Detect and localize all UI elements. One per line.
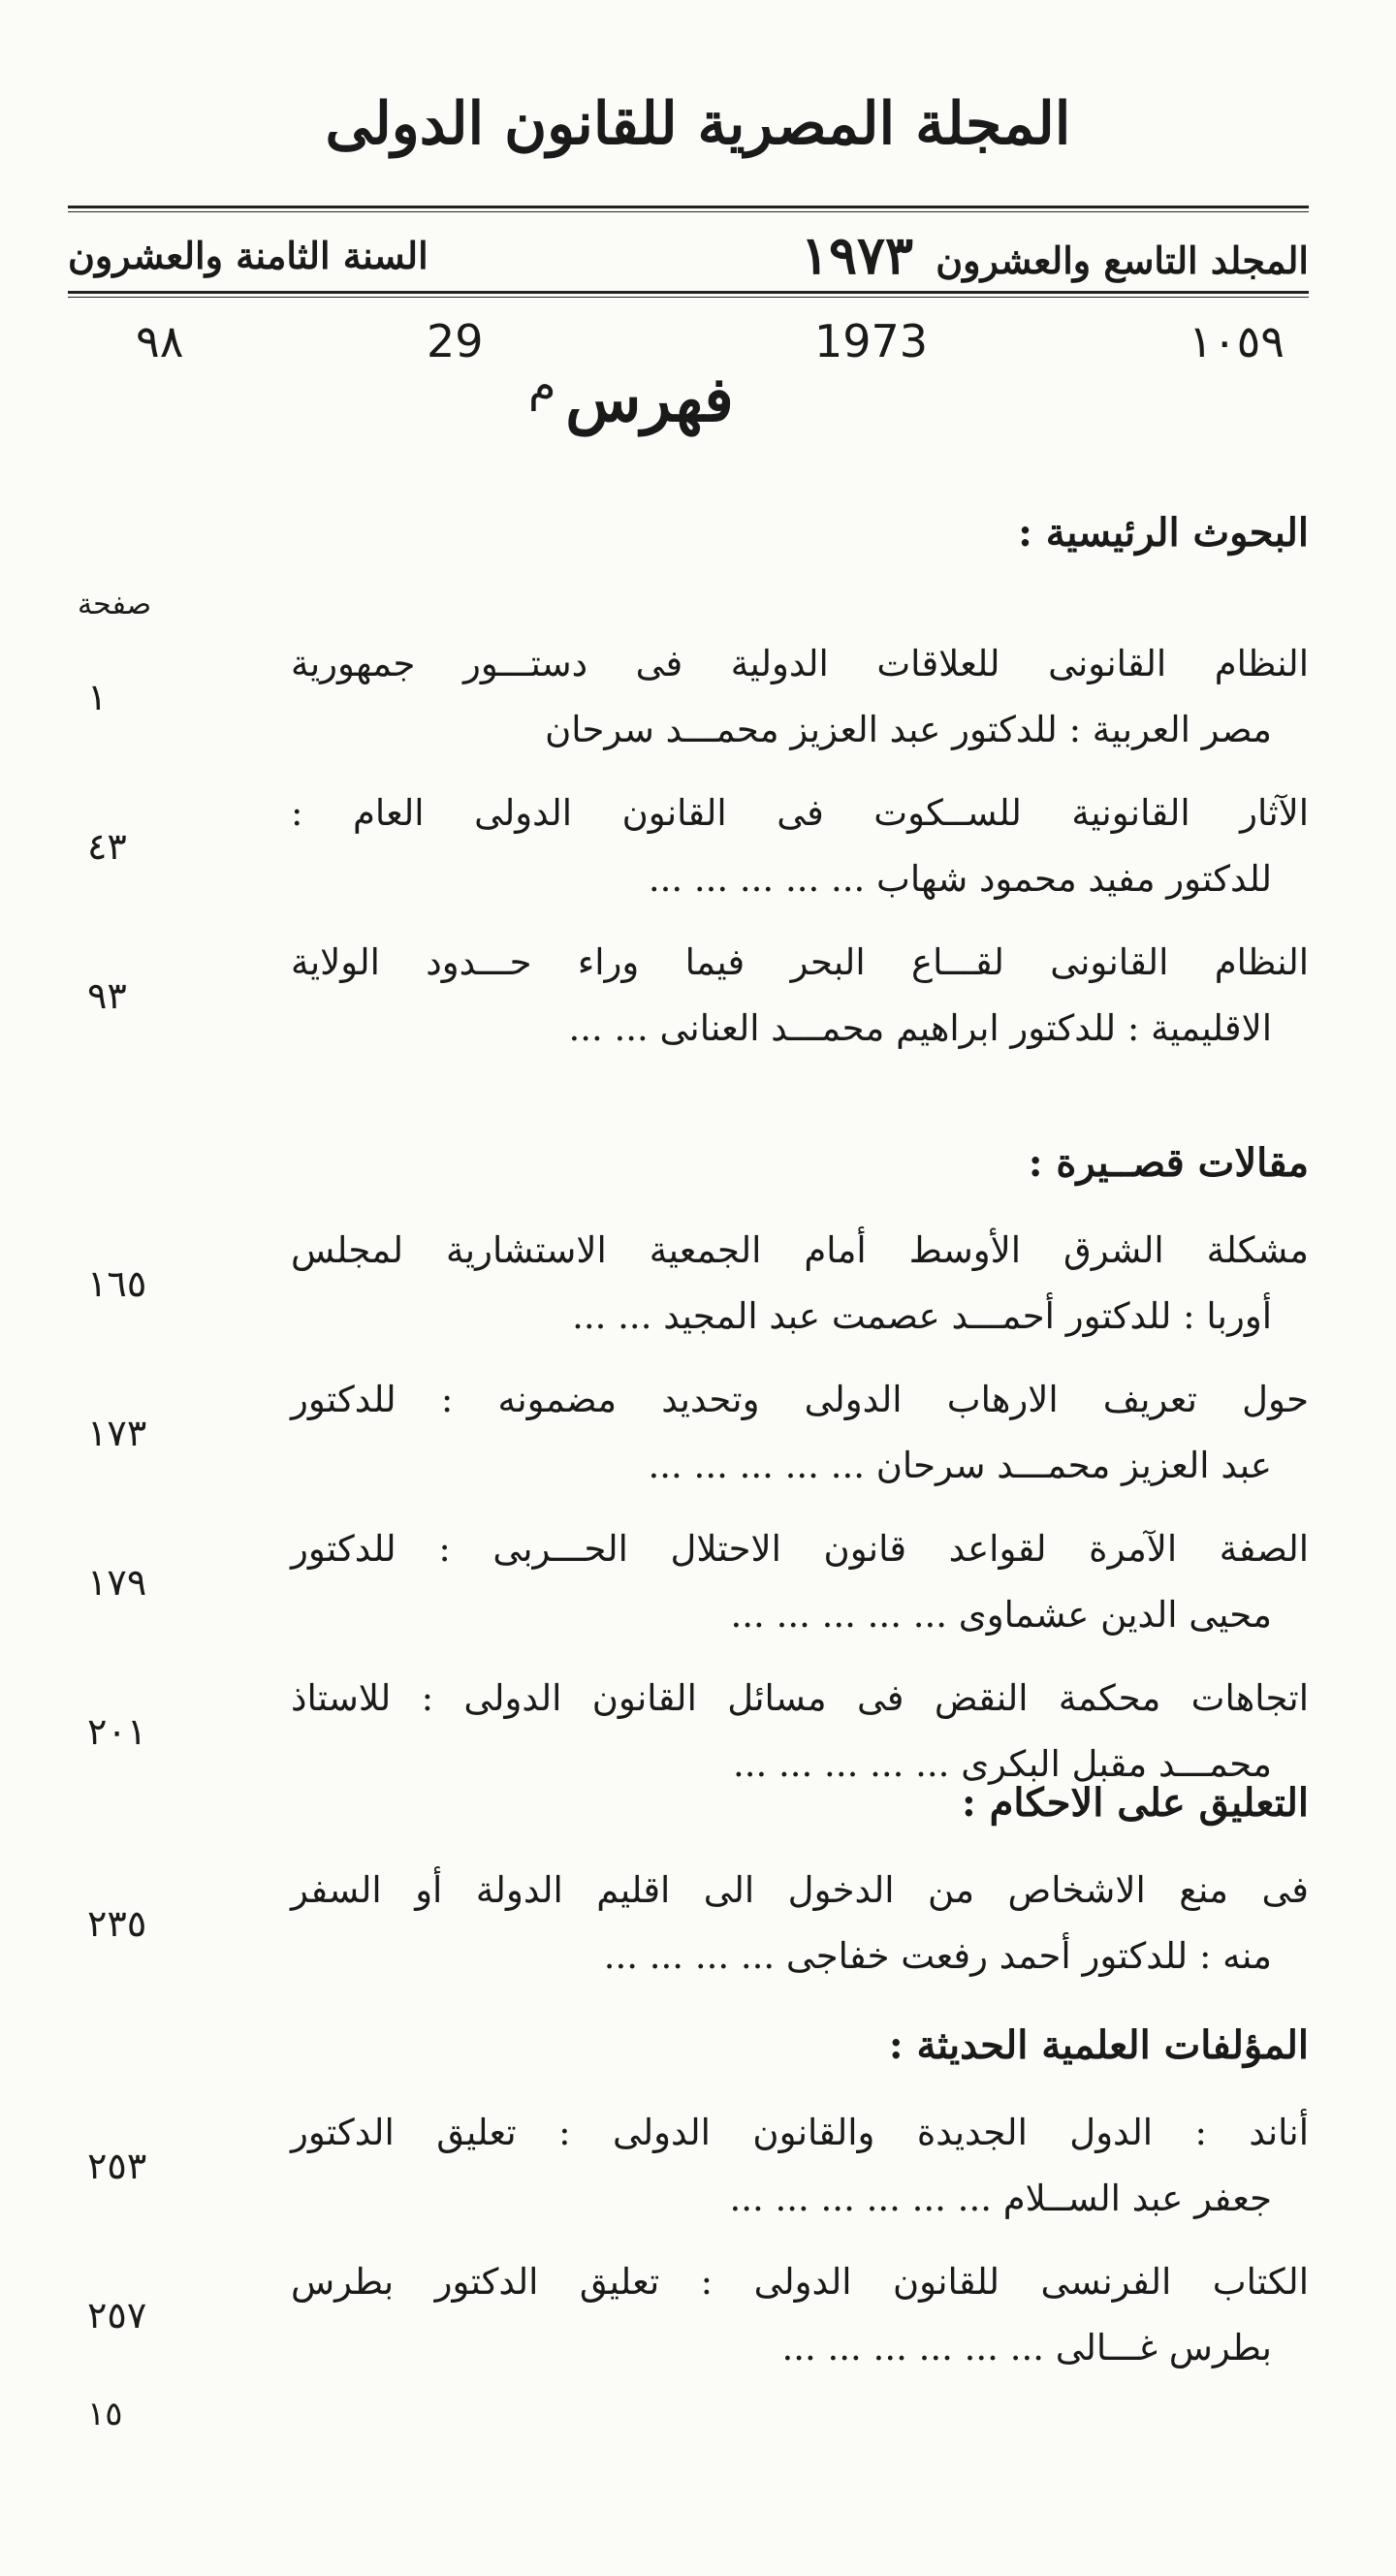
volume-info xyxy=(801,224,1309,286)
entry-page: ١٦٥ xyxy=(87,1262,147,1305)
entry-page: ١٧٣ xyxy=(87,1412,147,1454)
handwritten-number-right: ١٠٥٩ xyxy=(1189,315,1285,367)
toc-title: فهرس xyxy=(565,364,734,436)
section-main-research xyxy=(78,504,1309,1079)
bottom-rule xyxy=(68,291,1309,294)
handwritten-volume: 29 xyxy=(427,315,484,367)
entry-line-2: محمـــد مقبل البكرى ... ... ... ... ... xyxy=(732,1743,1272,1785)
entry-line-1: النظام القانونى للعلاقات الدولية فى دستـــور جمهورية xyxy=(291,643,1309,684)
top-rule-thin xyxy=(68,211,1309,212)
toc-entry xyxy=(78,1367,1309,1499)
entry-line-2: عبد العزيز محمـــد سرحان ... ... ... ... ... xyxy=(648,1445,1272,1486)
entry-page: ٢٥٣ xyxy=(87,2145,147,2187)
handwritten-mark: م xyxy=(528,359,556,411)
volume-year: ١٩٧٣ xyxy=(800,224,913,286)
toc-entry xyxy=(78,2249,1309,2381)
entry-line-2: للدكتور مفيد محمود شهاب ... ... ... ... ... xyxy=(648,858,1272,900)
entry-line-2: الاقليمية : للدكتور ابراهيم محمـــد العنانى ... ... xyxy=(568,1007,1272,1049)
entry-line-1: النظام القانونى لقـــاع البحر فيما وراء حـــدود الولاية xyxy=(291,941,1309,983)
edition-label: السنة الثامنة والعشرون xyxy=(68,233,428,277)
entry-line-2: أوربا : للدكتور أحمـــد عصمت عبد المجيد ... ... xyxy=(572,1295,1272,1337)
entry-line-2: بطرس غـــالى ... ... ... ... ... ... xyxy=(781,2327,1272,2369)
section-title: المؤلفات العلمية الحديثة : xyxy=(888,2022,1309,2068)
entry-line-1: الصفة الآمرة لقواعد قانون الاحتلال الحـــربى : للدكتور xyxy=(291,1528,1309,1570)
section-recent-works xyxy=(78,2017,1309,2399)
handwritten-year: 1973 xyxy=(814,315,929,367)
entry-line-2: محيى الدين عشماوى ... ... ... ... ... xyxy=(730,1594,1272,1636)
toc-entry xyxy=(78,631,1309,763)
section-title: التعليق على الاحكام : xyxy=(961,1780,1309,1826)
entry-line-1: مشكلة الشرق الأوسط أمام الجمعية الاستشارية لمجلس xyxy=(291,1229,1309,1271)
entry-line-2: جعفر عبد الســلام ... ... ... ... ... ... xyxy=(729,2178,1272,2219)
toc-entry xyxy=(78,780,1309,912)
page-column-label: صفحة xyxy=(78,588,152,621)
toc-entry xyxy=(78,1858,1309,1989)
volume-header xyxy=(68,219,1309,291)
handwritten-number-left: ٩٨ xyxy=(136,315,184,367)
journal-title: المجلة المصرية للقانون الدولى xyxy=(325,90,1071,158)
entry-page: ٩٣ xyxy=(87,974,127,1017)
toc-entry xyxy=(78,1516,1309,1648)
entry-line-2: منه : للدكتور أحمد رفعت خفاجى ... ... ... ... xyxy=(603,1935,1272,1977)
toc-entry xyxy=(78,930,1309,1062)
entry-page: ٢٥٧ xyxy=(87,2294,147,2337)
entry-line-2: مصر العربية : للدكتور عبد العزيز محمـــد سرحان xyxy=(545,709,1272,750)
entry-page: ٤٣ xyxy=(87,825,127,868)
entry-line-1: الكتاب الفرنسى للقانون الدولى : تعليق الدكتور بطرس xyxy=(291,2261,1309,2303)
section-case-comments xyxy=(78,1774,1309,2007)
bottom-rule-thin xyxy=(68,297,1309,298)
entry-page: ١ xyxy=(87,676,108,718)
section-title: مقالات قصــيرة : xyxy=(1028,1140,1309,1186)
entry-line-1: فى منع الاشخاص من الدخول الى اقليم الدولة أو السفر xyxy=(291,1869,1309,1911)
entry-line-1: أناند : الدول الجديدة والقانون الدولى : تعليق الدكتور xyxy=(291,2112,1309,2153)
section-short-articles xyxy=(78,1134,1309,1815)
volume-label: المجلد التاسع والعشرون xyxy=(936,239,1309,282)
entry-line-1: حول تعريف الارهاب الدولى وتحديد مضمونه : للدكتور xyxy=(291,1379,1309,1420)
entry-page: ١٧٩ xyxy=(87,1561,147,1604)
toc-entry xyxy=(78,1218,1309,1350)
footer-page-number: ١٥ xyxy=(87,2395,123,2433)
entry-line-1: اتجاهات محكمة النقض فى مسائل القانون الدولى : للاستاذ xyxy=(291,1677,1309,1719)
entry-line-1: الآثار القانونية للســكوت فى القانون الدولى العام : xyxy=(291,792,1309,834)
top-rule xyxy=(68,206,1309,208)
toc-entry xyxy=(78,2100,1309,2232)
entry-page: ٢٣٥ xyxy=(87,1902,147,1945)
entry-page: ٢٠١ xyxy=(87,1710,147,1753)
section-title: البحوث الرئيسية : xyxy=(1018,510,1309,556)
